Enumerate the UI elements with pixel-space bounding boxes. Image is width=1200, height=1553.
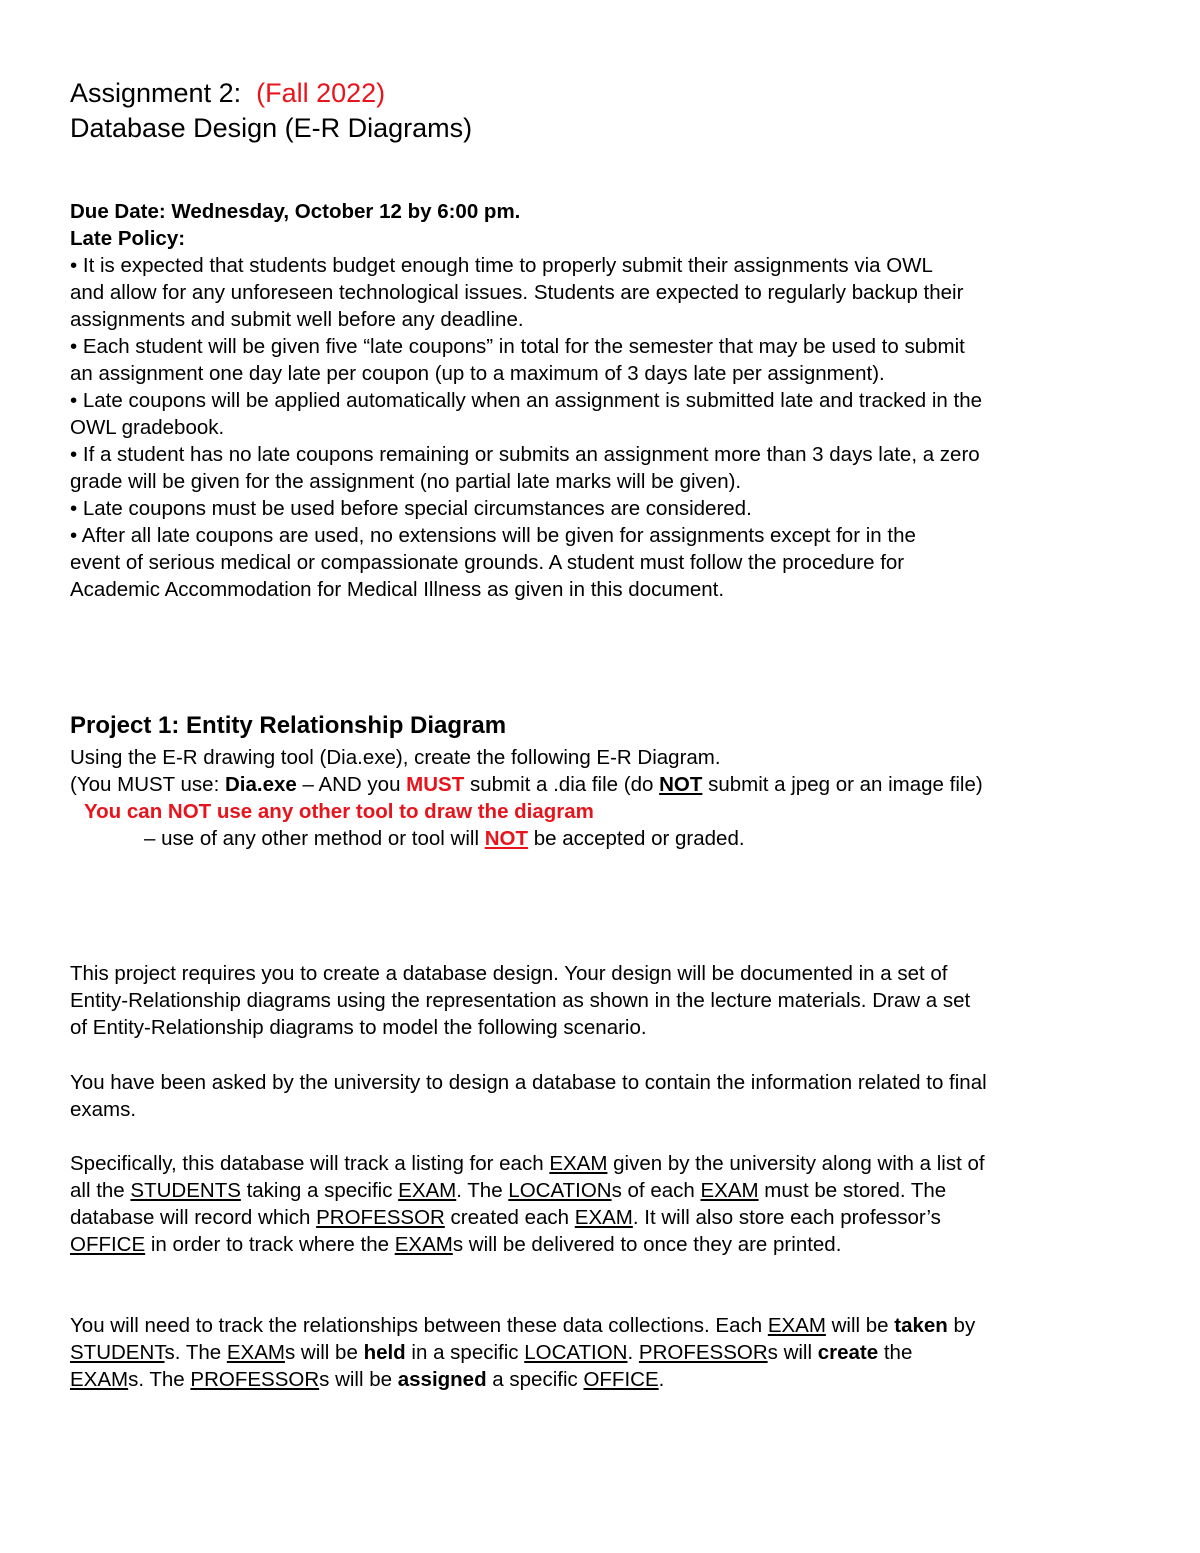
paragraph-line — [70, 1339, 1150, 1366]
req-text: submit a jpeg or an image file) — [702, 773, 983, 796]
entity-exam: EXAM — [700, 1179, 759, 1202]
entity-exam: EXAM — [394, 1233, 453, 1256]
project-other-tools-line — [70, 825, 1150, 852]
entity-office: OFFICE — [583, 1368, 659, 1391]
entity-students: STUDENTS — [130, 1179, 241, 1202]
relationship-held: held — [363, 1341, 406, 1364]
late-policy-line: • After all late coupons are used, no extensions will be given for assignments except for in the — [70, 524, 916, 547]
text-run: the — [878, 1341, 913, 1364]
text-run: s will be delivered to once they are printed. — [452, 1233, 842, 1256]
req-tool: Dia.exe — [224, 773, 297, 796]
text-run: . It will also store each professor’s — [632, 1206, 941, 1229]
text-run: You will need to track the relationships between these data collections. Each — [70, 1314, 768, 1337]
paragraph-line: of Entity-Relationship diagrams to model the following scenario. — [70, 1016, 647, 1039]
text-run: will be — [825, 1314, 895, 1337]
text-run: database will record which — [70, 1206, 317, 1229]
text-run: . — [627, 1341, 639, 1364]
relationship-taken: taken — [894, 1314, 948, 1337]
entity-location: LOCATION — [524, 1341, 628, 1364]
text-run: a specific — [486, 1368, 584, 1391]
text-run: s will — [767, 1341, 818, 1364]
entity-exam: EXAM — [574, 1206, 633, 1229]
relationship-create: create — [817, 1341, 879, 1364]
paragraph-line — [70, 1204, 1150, 1231]
paragraph-university — [70, 1069, 1150, 1123]
text-run: must be stored. The — [758, 1179, 947, 1202]
project-intro: Using the E-R drawing tool (Dia.exe), create the following E-R Diagram. — [70, 746, 721, 769]
late-policy-line: an assignment one day late per coupon (up to a maximum of 3 days late per assignment). — [70, 362, 885, 385]
entity-exam: EXAM — [549, 1152, 608, 1175]
req-text: (You MUST use: — [70, 773, 225, 796]
entity-exam: EXAM — [398, 1179, 457, 1202]
paragraph-line: This project requires you to create a database design. Your design will be documented in a set of — [70, 962, 948, 985]
paragraph-line — [70, 1312, 1150, 1339]
paragraph-line — [70, 1177, 1150, 1204]
late-policy-heading: Late Policy: — [70, 227, 186, 250]
entity-exam: EXAM — [226, 1341, 285, 1364]
late-policy-line: assignments and submit well before any deadline. — [70, 308, 524, 331]
due-date: Due Date: Wednesday, October 12 by 6:00 pm. — [70, 200, 521, 223]
text-run: Specifically, this database will track a listing for each — [70, 1152, 550, 1175]
text-run: s of each — [611, 1179, 701, 1202]
project-requirement-line — [70, 771, 1150, 798]
late-policy-section — [70, 198, 1150, 603]
relationship-assigned: assigned — [397, 1368, 487, 1391]
project-title: Project 1: Entity Relationship Diagram — [70, 712, 507, 739]
paragraph-line — [70, 1366, 1150, 1393]
late-policy-line: event of serious medical or compassionate grounds. A student must follow the procedure for — [70, 551, 905, 574]
late-policy-line: Academic Accommodation for Medical Illness as given in this document. — [70, 578, 725, 601]
assignment-subtitle: Database Design (E-R Diagrams) — [70, 113, 473, 143]
paragraph-design — [70, 960, 1150, 1041]
entity-student: STUDENT — [70, 1341, 165, 1364]
paragraph-line: exams. — [70, 1098, 137, 1121]
late-policy-line: • It is expected that students budget enough time to properly submit their assignments via OWL — [70, 254, 933, 277]
entity-professor: PROFESSOR — [190, 1368, 320, 1391]
entity-office: OFFICE — [70, 1233, 146, 1256]
project-warning: You can NOT use any other tool to draw the diagram — [84, 800, 594, 823]
text-run: by — [947, 1314, 976, 1337]
req-text: – use of any other method or tool will — [144, 827, 485, 850]
text-run: in order to track where the — [145, 1233, 395, 1256]
entity-professor: PROFESSOR — [638, 1341, 768, 1364]
req-text: be accepted or graded. — [528, 827, 745, 850]
late-policy-line: • Late coupons will be applied automatically when an assignment is submitted late and tracked in the — [70, 389, 982, 412]
late-policy-line: OWL gradebook. — [70, 416, 225, 439]
late-policy-line: • Late coupons must be used before special circumstances are considered. — [70, 497, 752, 520]
req-text: submit a .dia file (do — [464, 773, 660, 796]
text-run: . The — [456, 1179, 509, 1202]
text-run: s. The — [164, 1341, 227, 1364]
project-requirements — [70, 744, 1150, 852]
paragraph-line — [70, 1231, 1150, 1258]
req-not: NOT — [659, 773, 703, 796]
text-run: . — [658, 1368, 665, 1391]
late-policy-line: • If a student has no late coupons remaining or submits an assignment more than 3 days late, a zero — [70, 443, 980, 466]
entity-exam: EXAM — [767, 1314, 826, 1337]
req-not: NOT — [484, 827, 528, 850]
entity-professor: PROFESSOR — [316, 1206, 445, 1229]
assignment-title — [70, 76, 385, 110]
text-run: in a specific — [405, 1341, 525, 1364]
text-run: given by the university along with a list of — [607, 1152, 985, 1175]
text-run: s will be — [319, 1368, 398, 1391]
paragraph-line: You have been asked by the university to design a database to contain the information related to final — [70, 1071, 987, 1094]
req-must: MUST — [406, 773, 465, 796]
text-run: created each — [444, 1206, 575, 1229]
text-run: s. The — [128, 1368, 191, 1391]
assignment-label: Assignment 2: — [70, 78, 242, 108]
paragraph-entities — [70, 1150, 1150, 1258]
paragraph-line — [70, 1150, 1150, 1177]
late-policy-line: • Each student will be given five “late coupons” in total for the semester that may be used to submit — [70, 335, 965, 358]
req-text: – AND you — [296, 773, 407, 796]
text-run: s will be — [284, 1341, 364, 1364]
text-run: taking a specific — [240, 1179, 399, 1202]
term-label: (Fall 2022) — [256, 78, 386, 108]
paragraph-line: Entity-Relationship diagrams using the representation as shown in the lecture materials. Draw a set — [70, 989, 971, 1012]
entity-exam: EXAM — [70, 1368, 129, 1391]
late-policy-line: grade will be given for the assignment (no partial late marks will be given). — [70, 470, 742, 493]
paragraph-relationships — [70, 1312, 1150, 1393]
entity-location: LOCATION — [508, 1179, 612, 1202]
late-policy-line: and allow for any unforeseen technological issues. Students are expected to regularly backup their — [70, 281, 964, 304]
text-run: all the — [70, 1179, 131, 1202]
